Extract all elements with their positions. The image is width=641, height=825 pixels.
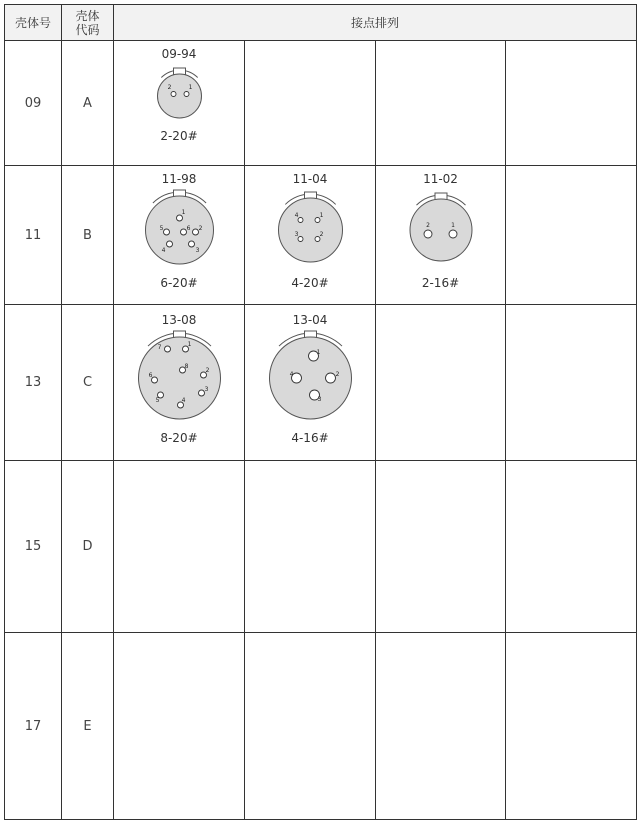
empty-cell [506, 41, 637, 166]
empty-cell [506, 166, 637, 305]
diagram-title: 11-04 [292, 172, 328, 186]
contact-pin-label: 5 [155, 397, 160, 404]
contact-pin [165, 346, 171, 352]
connector-face-diagram [245, 166, 376, 305]
connector-face-diagram [114, 166, 245, 305]
arrangement-cell [114, 633, 245, 820]
diagram-box [245, 166, 375, 304]
contact-pin-label: 1 [181, 209, 186, 216]
contact-pin-label: 2 [205, 367, 210, 374]
connector-face-diagram [245, 305, 376, 461]
contact-pin-label: 3 [195, 247, 200, 254]
diagram-box [114, 461, 244, 632]
contact-pin-label: 2 [167, 84, 172, 91]
shell-number: 15 [5, 461, 62, 633]
empty-cell [245, 41, 376, 166]
contact-pin-label: 5 [159, 225, 164, 232]
contact-pin [298, 237, 303, 242]
contact-pin-label: 1 [187, 341, 192, 348]
connector-face-diagram [376, 166, 506, 305]
empty-cell [376, 461, 506, 633]
shell-code: C [62, 305, 114, 461]
contact-pin [449, 230, 457, 238]
connector-shell [158, 74, 202, 118]
diagram-box [245, 633, 375, 819]
empty-cell [376, 41, 506, 166]
contact-pin-label: 6 [186, 225, 191, 232]
diagram-title: 13-08 [161, 313, 197, 327]
header-shell-code-line2: 代码 [75, 22, 100, 37]
shell-number: 11 [5, 166, 62, 305]
contact-pin [184, 92, 189, 97]
contact-pin-label: 2 [198, 225, 203, 232]
table-row [5, 633, 637, 820]
diagram-contact-spec: 6-20# [160, 276, 198, 290]
contact-pin-label: 1 [316, 349, 321, 356]
empty-cell [245, 461, 376, 633]
contact-pin [298, 218, 303, 223]
contact-pin-label: 6 [148, 372, 153, 379]
arrangement-cell [245, 633, 376, 820]
contact-pin-label: 3 [294, 231, 299, 238]
diagram-box [114, 633, 244, 819]
shell-code: D [62, 461, 114, 633]
contact-pin-label: 1 [451, 222, 455, 229]
contact-arrangement-table [4, 4, 637, 820]
table-row [5, 41, 637, 166]
diagram-contact-spec: 2-20# [160, 129, 198, 143]
arrangement-cell [376, 633, 506, 820]
shell-code: E [62, 633, 114, 820]
connector-shell [270, 337, 352, 419]
contact-pin-label: 4 [289, 371, 294, 378]
shell-code: A [62, 41, 114, 166]
arrangement-cell [114, 305, 245, 461]
arrangement-cell [376, 166, 506, 305]
contact-pin [189, 241, 195, 247]
diagram-box [245, 305, 375, 460]
header-shell-number: 壳体号 [5, 5, 62, 41]
connector-shell [279, 198, 343, 262]
diagram-title: 11-98 [161, 172, 197, 186]
empty-cell [506, 305, 637, 461]
diagram-title: 13-04 [292, 313, 328, 327]
header-contact-arrangement: 接点排列 [114, 5, 637, 41]
contact-pin-label: 3 [204, 386, 209, 393]
contact-pin [326, 373, 336, 383]
diagram-box [376, 166, 505, 304]
arrangement-cell [114, 166, 245, 305]
diagram-box [114, 305, 244, 460]
connector-shell [146, 196, 214, 264]
contact-pin-label: 4 [294, 212, 299, 219]
diagram-box [114, 166, 244, 304]
table-row [5, 166, 637, 305]
shell-number: 13 [5, 305, 62, 461]
diagram-title: 09-94 [161, 47, 197, 61]
empty-cell [506, 633, 637, 820]
contact-pin-label: 2 [426, 222, 430, 229]
diagram-contact-spec: 4-16# [291, 431, 329, 445]
arrangement-cell [114, 461, 245, 633]
contact-pin [171, 92, 176, 97]
contact-pin-label: 2 [335, 371, 340, 378]
arrangement-cell [114, 41, 245, 166]
table-row [5, 461, 637, 633]
arrangement-cell [245, 166, 376, 305]
header-shell-code-line1: 壳体 [75, 8, 100, 23]
diagram-contact-spec: 8-20# [160, 431, 198, 445]
contact-pin-label: 2 [319, 231, 324, 238]
contact-pin-label: 4 [181, 397, 186, 404]
diagram-box [114, 41, 244, 165]
diagram-contact-spec: 4-20# [291, 276, 329, 290]
arrangement-cell [245, 305, 376, 461]
shell-number: 09 [5, 41, 62, 166]
contact-pin-label: 8 [184, 363, 189, 370]
connector-face-diagram [114, 41, 245, 166]
connector-shell [410, 199, 472, 261]
diagram-box [376, 305, 505, 460]
shell-code: B [62, 166, 114, 305]
diagram-contact-spec: 2-16# [421, 276, 460, 290]
contact-pin-label: 4 [161, 247, 166, 254]
arrangement-cell [376, 305, 506, 461]
contact-pin [164, 229, 170, 235]
contact-pin [167, 241, 173, 247]
contact-pin-label: 1 [319, 212, 324, 219]
shell-number: 17 [5, 633, 62, 820]
table-row [5, 305, 637, 461]
contact-pin [424, 230, 432, 238]
table-header-row [5, 5, 637, 41]
contact-pin-label: 1 [188, 84, 193, 91]
contact-pin-label: 7 [157, 344, 162, 351]
empty-cell [506, 461, 637, 633]
connector-face-diagram [114, 305, 245, 461]
contact-pin-label: 3 [317, 396, 322, 403]
diagram-box [376, 633, 505, 819]
diagram-title: 11-02 [423, 172, 458, 186]
header-shell-code [62, 5, 114, 41]
